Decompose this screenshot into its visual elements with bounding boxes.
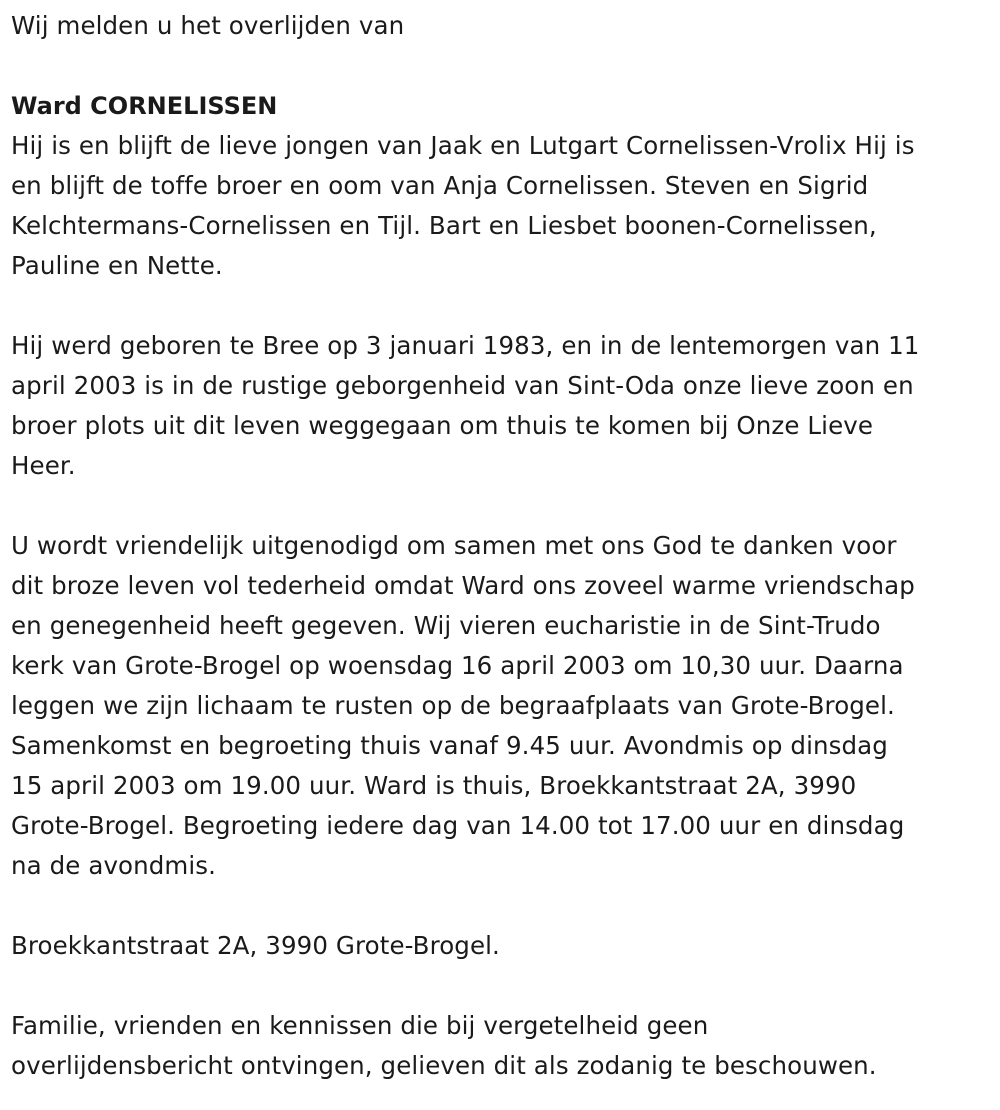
paragraph-line: leggen we zijn lichaam te rusten op de begraafplaats van Grote-Brogel. (11, 691, 895, 720)
paragraph-line: kerk van Grote-Brogel op woensdag 16 april 2003 om 10,30 uur. Daarna (11, 651, 904, 680)
paragraph-line: Grote-Brogel. Begroeting iedere dag van 14.00 tot 17.00 uur en dinsdag (11, 811, 905, 840)
paragraph-line: broer plots uit dit leven weggegaan om thuis te komen bij Onze Lieve (11, 411, 874, 440)
spacer (11, 886, 993, 926)
intro-text: Wij melden u het overlijden van (11, 11, 405, 40)
paragraph-birth (11, 326, 993, 486)
paragraph-line: Pauline en Nette. (11, 251, 223, 280)
paragraph-line: Heer. (11, 451, 76, 480)
paragraph-line: Hij is en blijft de lieve jongen van Jaak en Lutgart Cornelissen-Vrolix Hij is (11, 131, 915, 160)
paragraph-line: en genegenheid heeft gegeven. Wij vieren eucharistie in de Sint-Trudo (11, 611, 881, 640)
paragraph-line: Samenkomst en begroeting thuis vanaf 9.45 uur. Avondmis op dinsdag (11, 731, 888, 760)
spacer (11, 966, 993, 1006)
paragraph-line: en blijft de toffe broer en oom van Anja Cornelissen. Steven en Sigrid (11, 171, 869, 200)
paragraph-service (11, 526, 993, 886)
paragraph-line: 15 april 2003 om 19.00 uur. Ward is thuis, Broekkantstraat 2A, 3990 (11, 771, 857, 800)
paragraph-line: U wordt vriendelijk uitgenodigd om samen met ons God te danken voor (11, 531, 897, 560)
paragraph-line: april 2003 is in de rustige geborgenheid van Sint-Oda onze lieve zoon en (11, 371, 914, 400)
deceased-name: Ward CORNELISSEN (11, 92, 278, 120)
paragraph-line: dit broze leven vol tederheid omdat Ward ons zoveel warme vriendschap (11, 571, 915, 600)
paragraph-closing (11, 1006, 993, 1086)
address-text: Broekkantstraat 2A, 3990 Grote-Brogel. (11, 931, 500, 960)
paragraph-line: na de avondmis. (11, 851, 217, 880)
paragraph-line: overlijdensbericht ontvingen, gelieven dit als zodanig te beschouwen. (11, 1051, 877, 1080)
spacer (11, 486, 993, 526)
paragraph-family (11, 126, 993, 286)
obituary-notice (11, 6, 993, 1086)
paragraph-line: Kelchtermans-Cornelissen en Tijl. Bart en Liesbet boonen-Cornelissen, (11, 211, 877, 240)
paragraph-line: Hij werd geboren te Bree op 3 januari 1983, en in de lentemorgen van 11 (11, 331, 920, 360)
paragraph-line: Familie, vrienden en kennissen die bij vergetelheid geen (11, 1011, 709, 1040)
spacer (11, 46, 993, 86)
spacer (11, 286, 993, 326)
